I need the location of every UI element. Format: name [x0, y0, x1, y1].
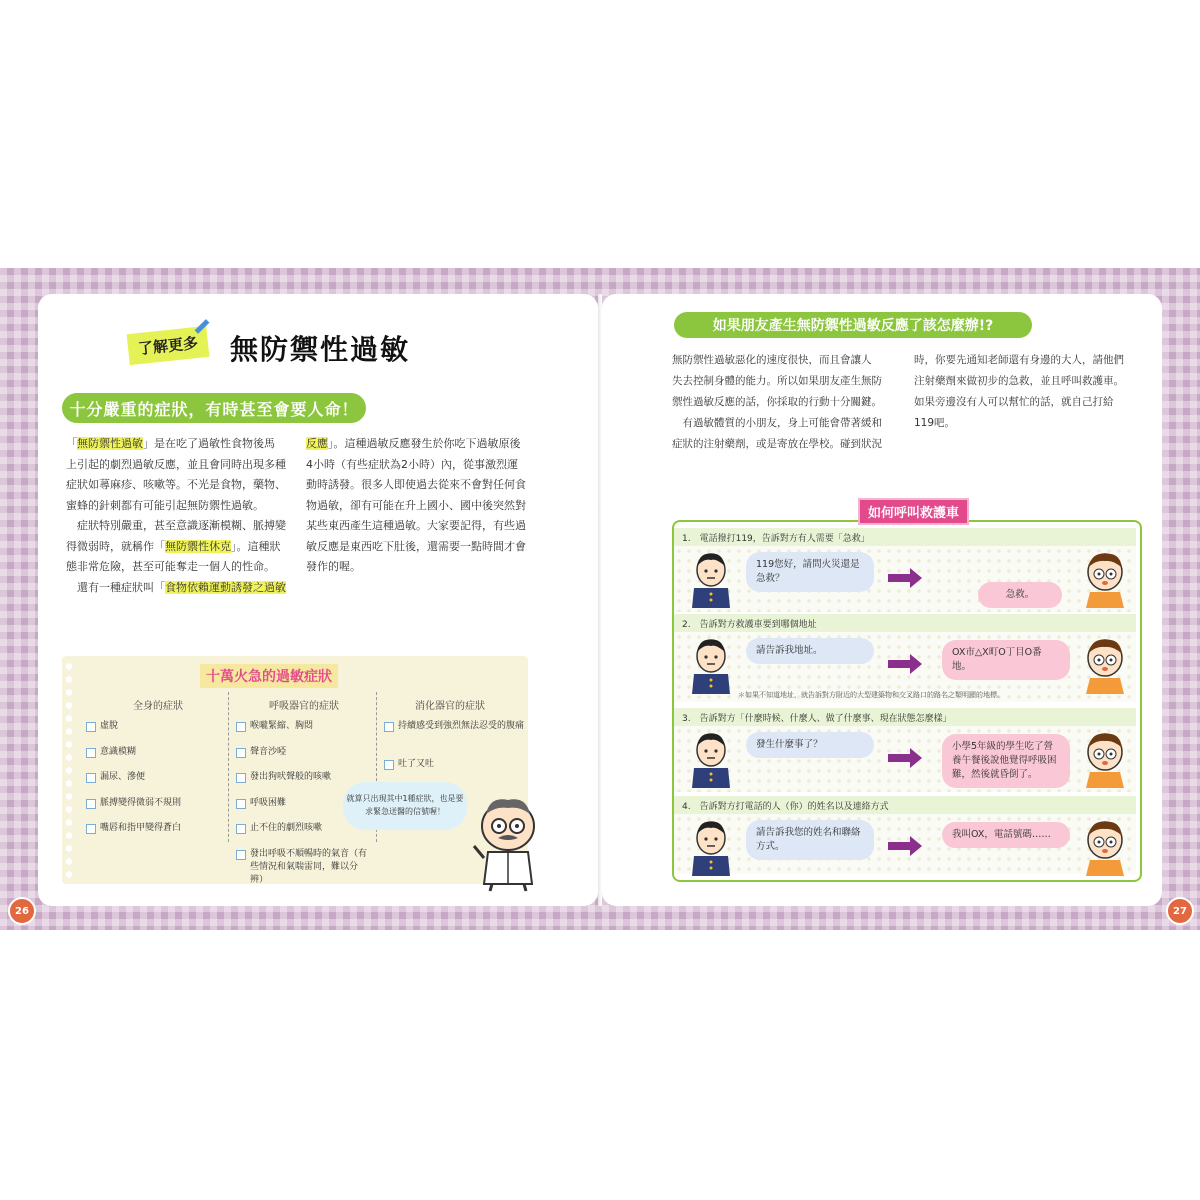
text-line: [66, 537, 288, 558]
left-text-column-1: [66, 434, 288, 598]
checkbox-icon[interactable]: [86, 799, 96, 809]
symptom-label: 吐了又吐: [398, 759, 435, 769]
checkbox-icon[interactable]: [86, 748, 96, 758]
learn-more-tag: 了解更多: [127, 326, 210, 365]
highlighted-term: 食物依賴運動誘發之過敏: [165, 580, 286, 594]
text-line: 無防禦性過敏惡化的速度很快，而且會讓人: [672, 354, 872, 366]
section-banner: 十分嚴重的症狀，有時甚至會要人命！: [62, 393, 366, 423]
symptom-checkbox-item: [86, 797, 218, 810]
text-line: 時，你要先通知老師還有身邊的大人，請他們: [914, 354, 1124, 366]
page-title: 無防禦性過敏: [230, 333, 411, 366]
checkbox-icon[interactable]: [86, 722, 96, 732]
text-line: 症狀的注射藥劑，或是寄放在學校。碰到狀況: [672, 438, 882, 450]
checkbox-icon[interactable]: [236, 748, 246, 758]
text-run: 敏反應是東西吃下肚後，還需要一點時間才會: [306, 539, 526, 553]
text-line: [306, 516, 534, 537]
symptom-label: 發出狗吠聲般的咳嗽: [250, 772, 332, 782]
left-text-column-2: [306, 434, 534, 578]
symptom-label: 聲音沙啞: [250, 746, 287, 757]
right-text-column-1: [672, 350, 900, 455]
doctor-speech-bubble: 就算只出現其中1種症狀，也是要求緊急送醫的信號喔！: [343, 782, 467, 830]
text-run: 發作的喔。: [306, 560, 361, 573]
symptom-checkbox-item: [236, 771, 368, 784]
text-line: 有過敏體質的小朋友，身上可能會帶著緩和: [672, 417, 882, 429]
text-line: [66, 475, 288, 496]
column-divider: [228, 692, 229, 842]
caller-speech-bubble: 小學5年級的學生吃了營養午餐後說他覺得呼吸困難，然後就昏倒了。: [942, 734, 1070, 788]
highlighted-term: 無防禦性過敏: [77, 437, 143, 450]
symptom-checkbox-item: [86, 771, 218, 784]
symptom-label: 虛脫: [100, 721, 119, 731]
text-line: [66, 496, 288, 517]
highlighted-term: 反應: [306, 437, 328, 450]
text-run: 」。這種狀: [231, 539, 281, 553]
checkbox-icon[interactable]: [236, 773, 246, 783]
text-run: 某些東西產生這種過敏。大家要記得，有些過: [306, 519, 526, 532]
page-number-left: 26: [8, 897, 36, 925]
text-line: [66, 557, 288, 578]
call-steps-title: 如何呼叫救護車: [858, 498, 969, 525]
symptom-column-heading: 全身的症狀: [133, 701, 183, 712]
symptom-panel-title: 十萬火急的過敏症狀: [200, 664, 338, 688]
right-arrow-icon: [888, 568, 922, 588]
symptom-column-heading: 消化器官的症狀: [415, 701, 485, 712]
text-line: 如果旁邊沒有人可以幫忙的話，就自己打給: [914, 396, 1114, 408]
symptom-label: 發出呼吸不順暢時的氣音（有些情況和氣喘雷同，難以分辨）: [250, 848, 368, 885]
checkbox-icon[interactable]: [86, 773, 96, 783]
caller-speech-bubble: OX市△X町O丁目O番地。: [942, 640, 1070, 680]
text-line: [66, 578, 288, 599]
symptom-checkbox-item: [384, 758, 524, 771]
checkbox-icon[interactable]: [384, 760, 394, 770]
text-run: 症狀如蕁麻疹、咳嗽等。不光是食物，藥物、: [66, 478, 286, 491]
text-run: 得微弱時，就稱作「: [66, 539, 165, 553]
checkbox-icon[interactable]: [236, 799, 246, 809]
caller-speech-bubble: 急救。: [978, 582, 1062, 608]
symptom-checkbox-item: [384, 720, 524, 733]
dispatcher-speech-bubble: 請告訴我地址。: [746, 638, 874, 664]
text-run: 蜜蜂的針刺都有可能引起無防禦性過敏。: [66, 498, 264, 512]
text-run: 還有一種症狀叫「: [66, 580, 165, 594]
text-run: 症狀特別嚴重，甚至意識逐漸模糊、脈搏變: [66, 519, 286, 532]
text-run: 「: [66, 437, 77, 450]
checkbox-icon[interactable]: [384, 722, 394, 732]
text-line: [306, 475, 534, 496]
page-gutter: [598, 294, 602, 906]
symptom-label: 意識模糊: [100, 746, 137, 757]
symptom-label: 脈搏變得微弱不規則: [100, 797, 182, 808]
doctor-illustration: [470, 792, 546, 892]
text-line: 119吧。: [914, 417, 956, 429]
text-run: 」。這種過敏反應發生於你吃下過敏原後: [328, 437, 521, 450]
right-arrow-icon: [888, 748, 922, 768]
notebook-rings: [64, 660, 74, 880]
symptom-column-heading: 呼吸器官的症狀: [269, 701, 339, 712]
text-line: [306, 537, 534, 558]
text-run: 上引起的劇烈過敏反應，並且會同時出現多種: [66, 457, 286, 471]
symptom-checkbox-item: [86, 822, 218, 835]
text-line: [306, 496, 534, 517]
text-line: 注射藥劑來做初步的急救，並且呼叫救護車。: [914, 375, 1124, 387]
symptom-checkbox-item: [236, 848, 368, 887]
symptom-label: 漏尿、滲便: [100, 772, 146, 782]
checkbox-icon[interactable]: [236, 850, 246, 860]
section-banner: 如果朋友產生無防禦性過敏反應了該怎麼辦!?: [674, 312, 1032, 338]
step-heading: 4. 告訴對方打電話的人（你）的姓名以及連絡方式: [674, 796, 1136, 814]
checkbox-icon[interactable]: [86, 824, 96, 834]
symptom-checkbox-item: [236, 746, 368, 759]
text-line: 失去控制身體的能力。所以如果朋友產生無防: [672, 375, 882, 387]
text-run: 」是在吃了過敏性食物後馬: [143, 437, 275, 450]
right-arrow-icon: [888, 836, 922, 856]
caller-speech-bubble: 我叫OX，電話號碼……: [942, 822, 1070, 848]
text-line: [306, 557, 534, 578]
step-heading: 1. 電話撥打119，告訴對方有人需要「急救」: [674, 528, 1136, 546]
dispatcher-speech-bubble: 發生什麼事了？: [746, 732, 874, 758]
text-line: [306, 455, 534, 476]
right-arrow-icon: [888, 654, 922, 674]
text-line: [66, 516, 288, 537]
text-line: [66, 434, 288, 455]
text-line: 禦性過敏反應的話，你採取的行動十分關鍵。: [672, 396, 882, 408]
page-number-right: 27: [1166, 897, 1194, 925]
checkbox-icon[interactable]: [236, 824, 246, 834]
symptom-checkbox-item: [236, 720, 368, 733]
step-heading: 3. 告訴對方「什麼時候、什麼人、做了什麼事、現在狀態怎麼樣」: [674, 708, 1136, 726]
text-line: [306, 434, 534, 455]
step-heading: 2. 告訴對方救護車要到哪個地址: [674, 614, 1136, 632]
highlighted-term: 無防禦性休克: [165, 539, 231, 553]
symptom-checkbox-item: [86, 746, 218, 759]
text-line: [66, 455, 288, 476]
symptom-label: 呼吸困難: [250, 797, 287, 808]
symptom-checkbox-item: [236, 822, 368, 835]
right-text-column-2: [914, 350, 1144, 434]
text-run: 物過敏，卻有可能在升上國小、國中後突然對: [306, 498, 526, 512]
symptom-label: 喉嚨緊縮、胸悶: [250, 721, 314, 731]
checkbox-icon[interactable]: [236, 722, 246, 732]
step-footnote: ＊如果不知道地址，就告訴對方附近的大型建築物和交叉路口的路名之類明顯的地標。: [738, 691, 1004, 699]
symptom-label: 止不住的劇烈咳嗽: [250, 823, 323, 833]
symptom-label: 持續感受到強烈無法忍受的腹痛: [398, 721, 525, 731]
text-run: 態非常危險，甚至可能奪走一個人的性命。: [66, 560, 275, 573]
text-run: 4小時（有些症狀為2小時）內，從事激烈運: [306, 457, 518, 471]
symptom-checkbox-item: [86, 720, 218, 733]
dispatcher-speech-bubble: 請告訴我您的姓名和聯絡方式。: [746, 820, 874, 860]
symptom-label: 嘴唇和指甲變得蒼白: [100, 823, 182, 833]
text-run: 動時誘發。很多人即使過去從來不會對任何食: [306, 478, 526, 491]
dispatcher-speech-bubble: 119您好，請問火災還是急救？: [746, 552, 874, 592]
